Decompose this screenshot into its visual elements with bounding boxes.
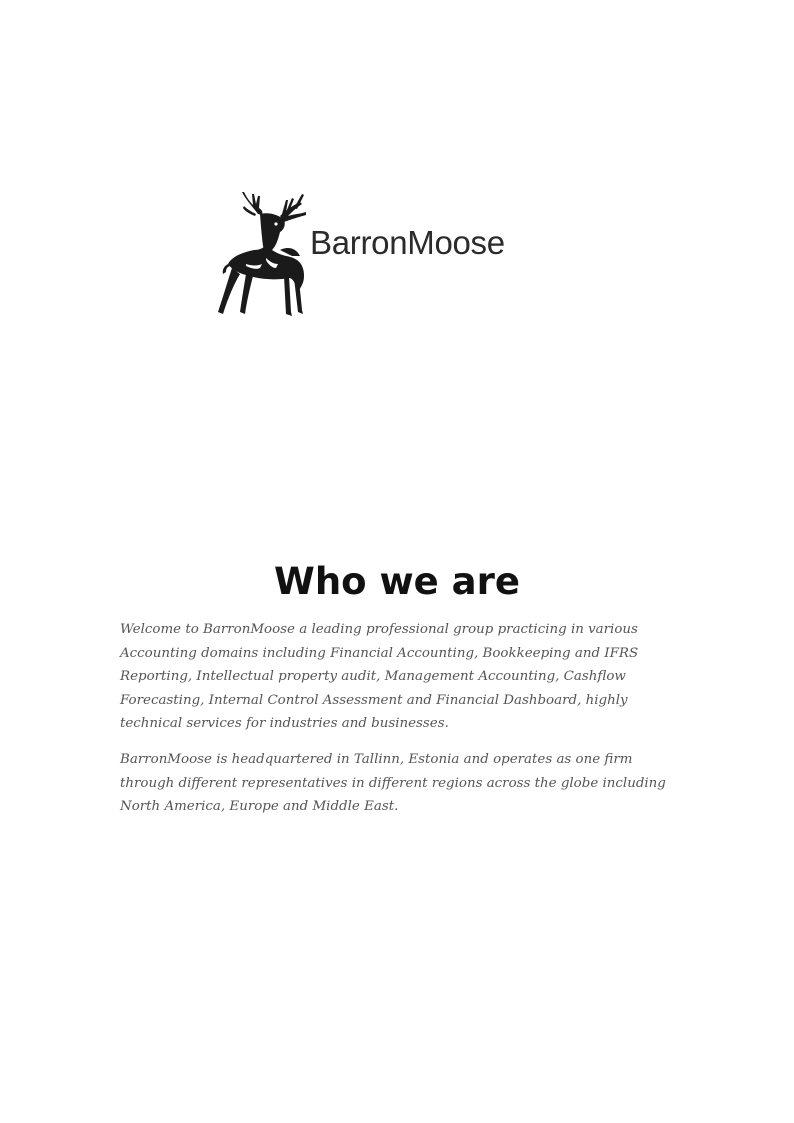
section-title: Who we are bbox=[274, 560, 520, 603]
logo-wordmark: BarronMoose bbox=[310, 224, 505, 261]
intro-paragraph: Welcome to BarronMoose a leading professional group practicing in various Accounting domains including Financial Accounting, Bookkeeping and IFRS Reporting, Intellectual property audit, Management Accounting, Cashflow Forecasting, Internal Control Assessment and Financial Dashboard, highly technical services for industries and businesses. bbox=[120, 622, 639, 731]
moose-icon bbox=[206, 184, 316, 318]
headquarters-paragraph: BarronMoose is headquartered in Tallinn, Estonia and operates as one firm through different representatives in different regions across the globe including North America, Europe and Middle East. bbox=[120, 752, 666, 814]
company-logo bbox=[206, 184, 556, 320]
